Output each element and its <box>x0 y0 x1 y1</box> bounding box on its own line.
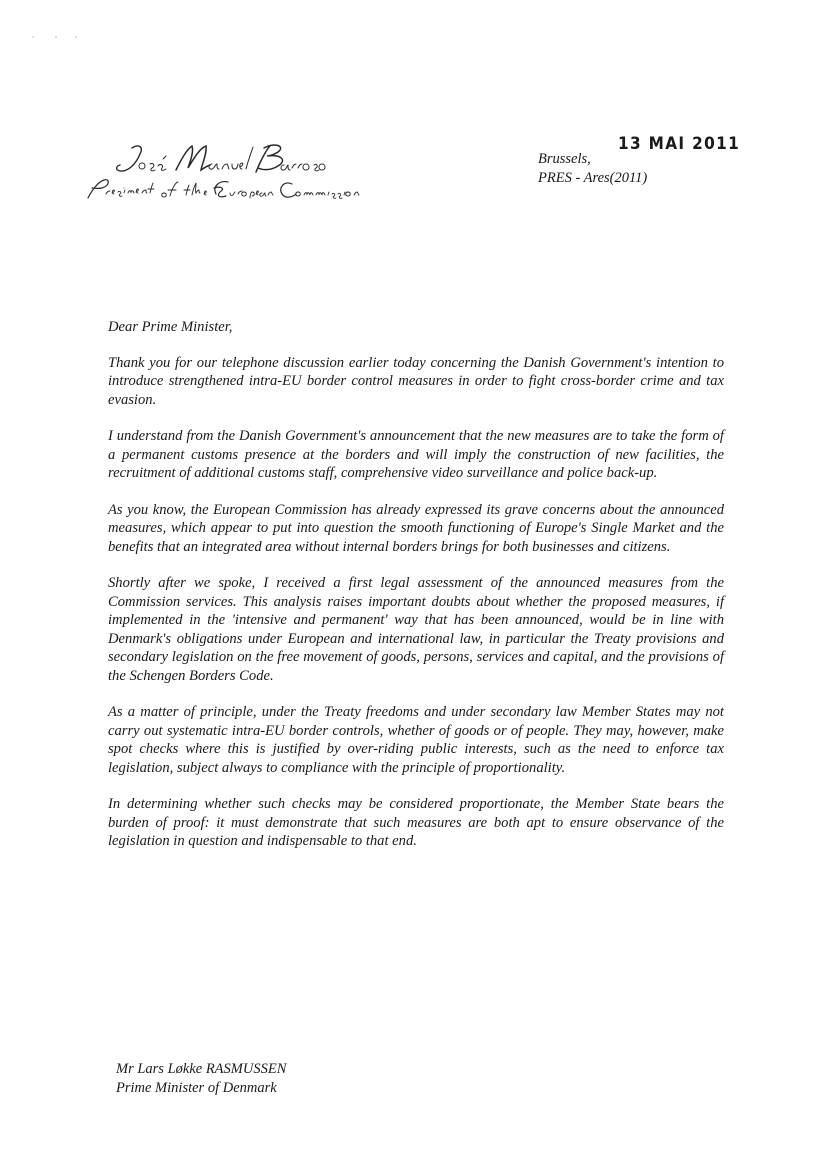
letterhead-signature-logo <box>80 138 380 208</box>
addressee-block <box>116 1060 286 1097</box>
addressee-name: Mr Lars Løkke RASMUSSEN <box>116 1061 287 1077</box>
reference-number: PRES - Ares(2011) <box>538 170 648 186</box>
addressee-position: Prime Minister of Denmark <box>116 1079 277 1096</box>
paragraph-4: Shortly after we spoke, I received a first legal assessment of the announced measures from the Commission services. This analysis raises important doubts about whether the proposed measures, if implemented in the 'intensive and permanent' way that has been announced, would be in line with Denmark's obligations under European and international law, in particular the Treaty provisions and secondary legislation on the free movement of goods, persons, services and capital, and the provisions of the Schengen Borders Code. <box>108 575 724 684</box>
letter-meta <box>538 150 647 188</box>
scan-mark <box>30 34 80 40</box>
paragraph-5: As a matter of principle, under the Treaty freedoms and under secondary law Member States may not carry out systematic intra-EU border controls, whether of goods or of people. They may, however, make spot checks where this is justified by over-riding public interests, such as the need to enforce tax legislation, subject always to compliance with the principle of proportionality. <box>108 704 724 776</box>
date-stamp: 13 MAI 2011 <box>618 134 741 154</box>
letter-body <box>108 318 724 869</box>
paragraph-3: As you know, the European Commission has already expressed its grave concerns about the announced measures, which appear to put into question the smooth functioning of Europe's Single Market and the benefits that an integrated area without internal borders brings for both businesses and citizens. <box>108 501 724 555</box>
salutation: Dear Prime Minister, <box>108 319 233 335</box>
paragraph-1: Thank you for our telephone discussion earlier today concerning the Danish Government's intention to introduce strengthened intra-EU border control measures in order to fight cross-border crime and tax evasion. <box>108 354 724 408</box>
place-label: Brussels, <box>538 151 591 167</box>
paragraph-2: I understand from the Danish Government's announcement that the new measures are to take the form of a permanent customs presence at the borders and will imply the construction of new facilities, the recruitment of additional customs staff, comprehensive video surveillance and police back-up. <box>108 428 724 481</box>
paragraph-6: In determining whether such checks may be considered proportionate, the Member State bears the burden of proof: it must demonstrate that such measures are both apt to ensure observance of the legislation in question and indispensable to that end. <box>108 796 724 849</box>
